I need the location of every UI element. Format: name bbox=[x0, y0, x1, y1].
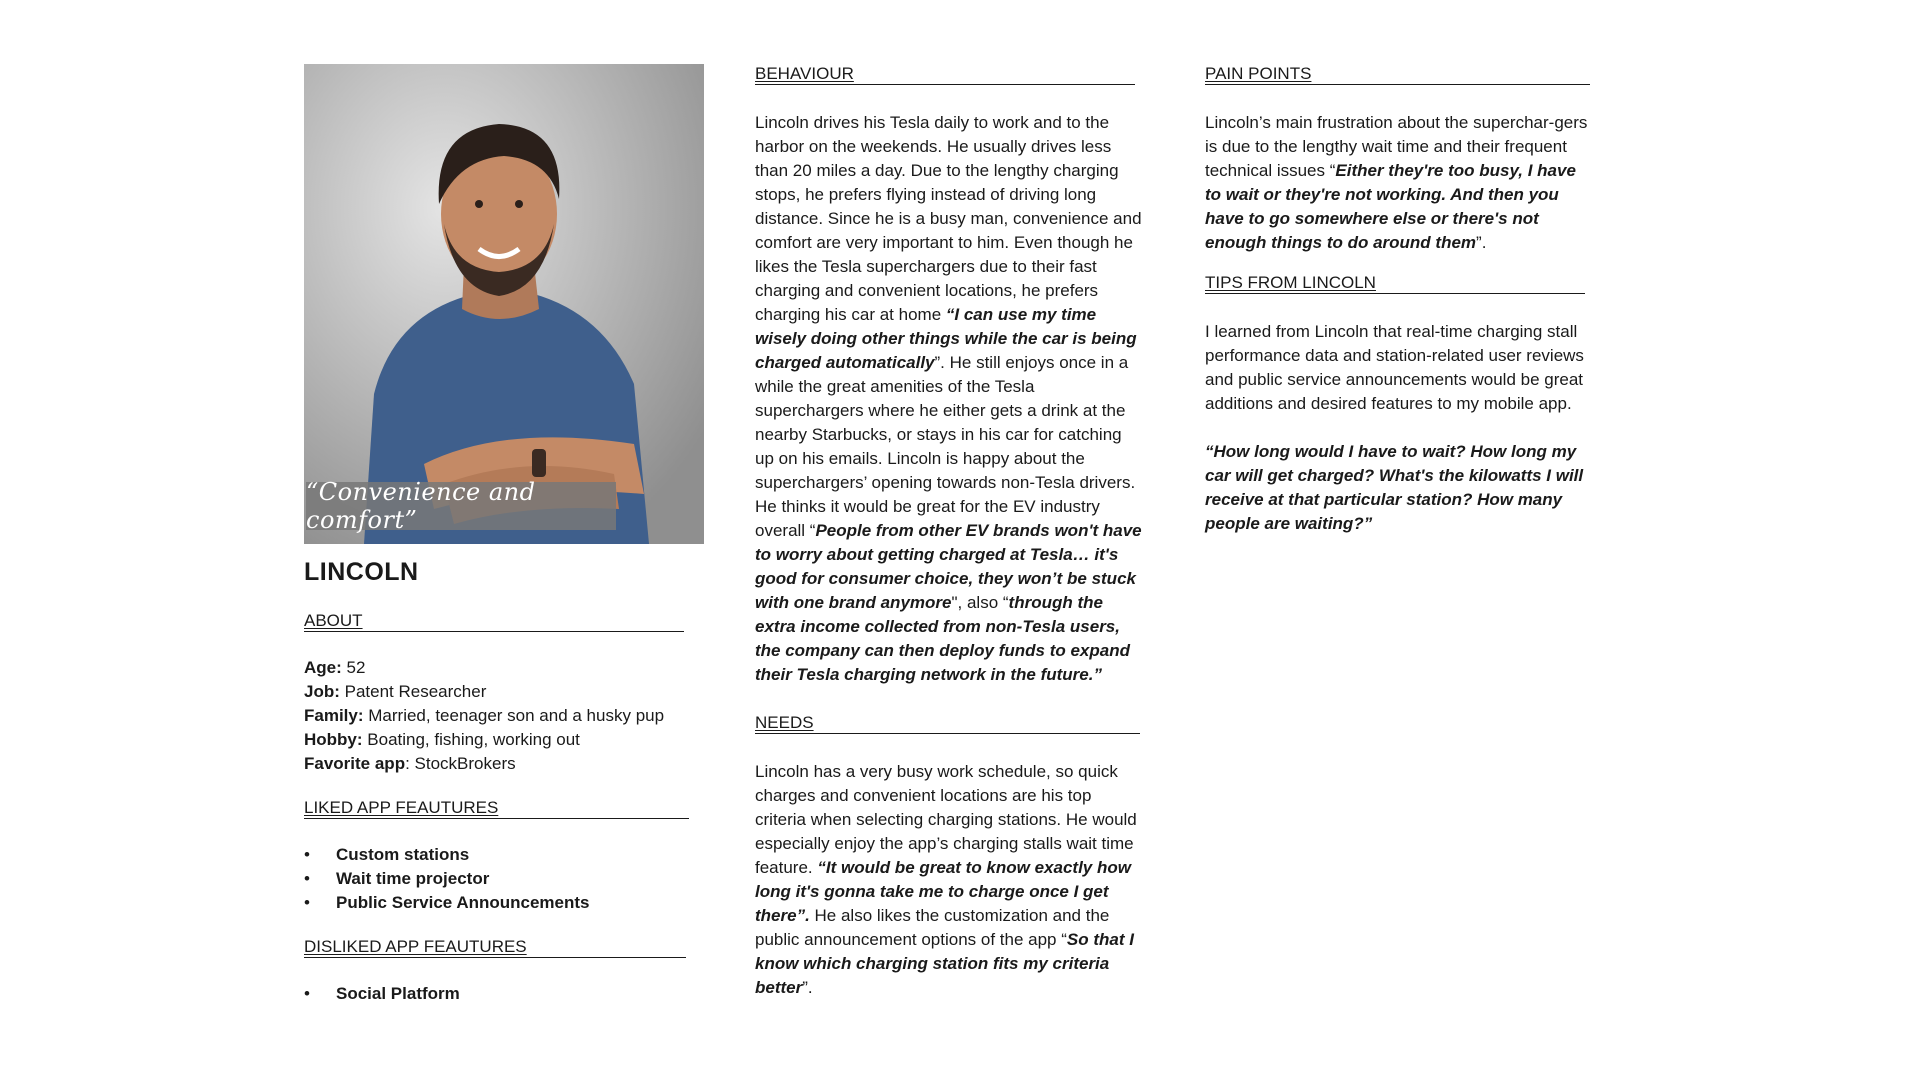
pain-points-text-2: ”. bbox=[1476, 233, 1487, 252]
persona-photo bbox=[304, 64, 704, 544]
about-family bbox=[304, 704, 704, 728]
needs-text-1: Lincoln has a very busy work schedule, so quick charges and convenient locations are his top criteria when selecting charging stations. He would especially enjoy the app’s charging stalls wait time feature. bbox=[755, 762, 1137, 877]
liked-item: • Custom stations bbox=[304, 843, 704, 867]
insights-column bbox=[1205, 64, 1595, 536]
about-favorite-app-label: Favorite app bbox=[304, 754, 406, 773]
tips-quote-paragraph bbox=[1205, 440, 1595, 536]
pain-points-paragraph bbox=[1205, 111, 1595, 255]
about-job-label: Job: bbox=[304, 682, 340, 701]
person-illustration bbox=[304, 64, 704, 544]
about-heading bbox=[304, 611, 684, 632]
persona-name: LINCOLN bbox=[304, 558, 419, 586]
behaviour-column bbox=[755, 64, 1145, 1000]
tips-heading-text: TIPS FROM LINCOLN bbox=[1205, 273, 1376, 292]
needs-paragraph bbox=[755, 760, 1145, 1000]
about-favorite-app bbox=[304, 752, 704, 776]
persona-column bbox=[304, 64, 704, 1006]
tips-quote: “How long would I have to wait? How long my car will get charged? What's the kilowatts I will receive at that particular station? How many people are waiting?” bbox=[1205, 442, 1584, 533]
persona-quote: “Convenience and comfort” bbox=[306, 478, 536, 534]
disliked-list bbox=[304, 982, 704, 1006]
liked-heading bbox=[304, 798, 689, 819]
liked-item: • Wait time projector bbox=[304, 867, 704, 891]
disliked-heading bbox=[304, 937, 686, 958]
about-age-label: Age: bbox=[304, 658, 342, 677]
needs-quote-1: “It would be great to know exactly how long it's gonna take me to charge once I get there”. bbox=[755, 858, 1131, 925]
tips-heading bbox=[1205, 273, 1585, 294]
about-hobby-value: Boating, fishing, working out bbox=[362, 730, 580, 749]
about-job bbox=[304, 680, 704, 704]
behaviour-paragraph bbox=[755, 111, 1145, 687]
pain-points-quote: Either they're too busy, I have to wait or they're not working. And then you have to go somewhere else or there's not enough things to do around them bbox=[1205, 161, 1576, 252]
behaviour-text-3: ", also “ bbox=[951, 593, 1009, 612]
liked-heading-text: LIKED APP FEAUTURES bbox=[304, 798, 499, 817]
behaviour-quote-3: through the extra income collected from non-Tesla users, the company can then deploy funds to expand their Tesla charging network in the future.” bbox=[755, 593, 1130, 684]
behaviour-text-2: ”. He still enjoys once in a while the great amenities of the Tesla superchargers where he either gets a drink at the nearby Starbucks, or stays in his car for catching up on his emails. Lincoln is happy about the superchargers’ opening towards non-Tesla drivers. He thinks it would be great for the EV industry overall “ bbox=[755, 353, 1136, 540]
pain-points-text-1: Lincoln’s main frustration about the superchar-gers is due to the lengthy wait time and their frequent technical issues “ bbox=[1205, 113, 1588, 180]
about-hobby-label: Hobby: bbox=[304, 730, 363, 749]
needs-heading-text: NEEDS bbox=[755, 713, 814, 732]
about-favorite-app-value: : StockBrokers bbox=[405, 754, 516, 773]
about-job-value: Patent Researcher bbox=[339, 682, 487, 701]
behaviour-text-1: Lincoln drives his Tesla daily to work and to the harbor on the weekends. He usually drives less than 20 miles a day. Due to the lengthy charging stops, he prefers flying instead of driving long distance. Since he is a busy man, convenience and comfort are very important to him. Even though he likes the Tesla superchargers due to their fast charging and convenient locations, he prefers charging his car at home bbox=[755, 113, 1142, 324]
behaviour-heading bbox=[755, 64, 1135, 85]
about-heading-text: ABOUT bbox=[304, 611, 363, 630]
disliked-heading-text: DISLIKED APP FEAUTURES bbox=[304, 937, 527, 956]
about-section bbox=[304, 611, 704, 776]
about-age bbox=[304, 656, 704, 680]
behaviour-quote-1: “I can use my time wisely doing other things while the car is being charged automatically bbox=[755, 305, 1137, 372]
behaviour-heading-text: BEHAVIOUR bbox=[755, 64, 854, 83]
about-age-value: 52 bbox=[341, 658, 366, 677]
needs-text-3: ”. bbox=[802, 978, 813, 997]
needs-quote-2: So that I know which charging station fits my criteria better bbox=[755, 930, 1134, 997]
quote-band bbox=[306, 478, 616, 534]
pain-points-heading bbox=[1205, 64, 1590, 85]
tips-paragraph: I learned from Lincoln that real-time charging stall performance data and station-related user reviews and public service announcements would be great additions and desired features to my mobile app. bbox=[1205, 322, 1584, 413]
behaviour-quote-2: People from other EV brands won't have to worry about getting charged at Tesla… it's good for consumer choice, they won’t be stuck with one brand anymore bbox=[755, 521, 1142, 612]
about-hobby bbox=[304, 728, 704, 752]
disliked-item: • Social Platform bbox=[304, 982, 704, 1006]
about-family-value: Married, teenager son and a husky pup bbox=[363, 706, 665, 725]
disliked-section bbox=[304, 937, 704, 1006]
needs-heading bbox=[755, 713, 1140, 734]
liked-list bbox=[304, 843, 704, 915]
liked-section bbox=[304, 798, 704, 915]
pain-points-heading-text: PAIN POINTS bbox=[1205, 64, 1312, 83]
liked-item: • Public Service Announcements bbox=[304, 891, 704, 915]
needs-text-2: He also likes the customization and the public announcement options of the app “ bbox=[755, 906, 1110, 949]
about-family-label: Family: bbox=[304, 706, 364, 725]
